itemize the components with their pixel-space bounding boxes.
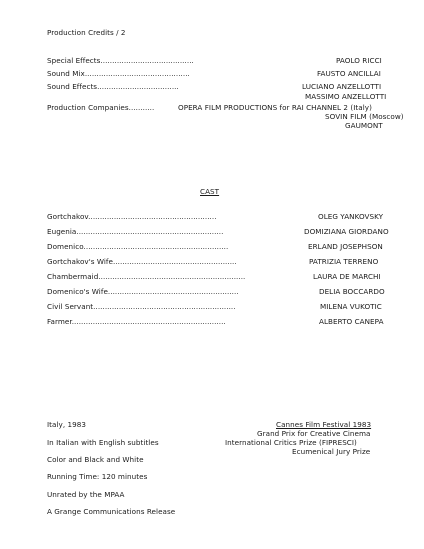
cast-name: PATRIZIA TERRENO: [309, 257, 379, 266]
cast-heading: CAST: [200, 187, 220, 196]
cast-role: Farmer..................................................................: [47, 317, 226, 326]
crew-role: Production Companies...........: [47, 103, 155, 112]
crew-name: PAOLO RICCI: [336, 56, 382, 65]
award-line: International Critics Prize (FIPRESCI): [225, 438, 357, 447]
crew-name: MASSIMO ANZELLOTTI: [305, 92, 387, 101]
page-header: Production Credits / 2: [47, 28, 126, 37]
info-line: Italy, 1983: [47, 420, 87, 429]
crew-role: Special Effects........................................: [47, 56, 194, 65]
crew-role: Sound Effects...................................: [47, 82, 179, 91]
crew-name: FAUSTO ANCILLAI: [317, 69, 381, 78]
cast-role: Civil Servant.............................................................: [47, 302, 236, 311]
info-line: Unrated by the MPAA: [47, 490, 125, 499]
crew-name: LUCIANO ANZELLOTTI: [302, 82, 382, 91]
cast-role: Domenico..............................................................: [47, 242, 229, 251]
awards-title: Cannes Film Festival 1983: [276, 420, 372, 429]
cast-name: MILENA VUKOTIC: [320, 302, 382, 311]
crew-name: SOVIN FILM (Moscow): [325, 112, 404, 121]
cast-name: DOMIZIANA GIORDANO: [304, 227, 389, 236]
cast-name: LAURA DE MARCHI: [313, 272, 381, 281]
crew-role: Sound Mix.............................................: [47, 69, 190, 78]
crew-name: GAUMONT: [345, 121, 383, 130]
cast-name: DELIA BOCCARDO: [319, 287, 385, 296]
info-line: A Grange Communications Release: [47, 507, 176, 516]
info-line: In Italian with English subtitles: [47, 438, 159, 447]
cast-role: Eugenia...............................................................: [47, 227, 224, 236]
cast-name: ALBERTO CANEPA: [319, 317, 384, 326]
cast-name: OLEG YANKOVSKY: [318, 212, 384, 221]
info-line: Color and Black and White: [47, 455, 144, 464]
award-line: Grand Prix for Creative Cinema: [257, 429, 371, 438]
crew-name: OPERA FILM PRODUCTIONS for RAI CHANNEL 2 (Italy): [178, 103, 372, 112]
cast-name: ERLAND JOSEPHSON: [308, 242, 383, 251]
info-line: Running Time: 120 minutes: [47, 472, 148, 481]
cast-role: Gortchakov's Wife.....................................................: [47, 257, 237, 266]
cast-role: Chambermaid...............................................................: [47, 272, 246, 281]
award-line: Ecumenical Jury Prize: [292, 447, 371, 456]
cast-role: Domenico's Wife........................................................: [47, 287, 239, 296]
cast-role: Gortchakov.......................................................: [47, 212, 217, 221]
